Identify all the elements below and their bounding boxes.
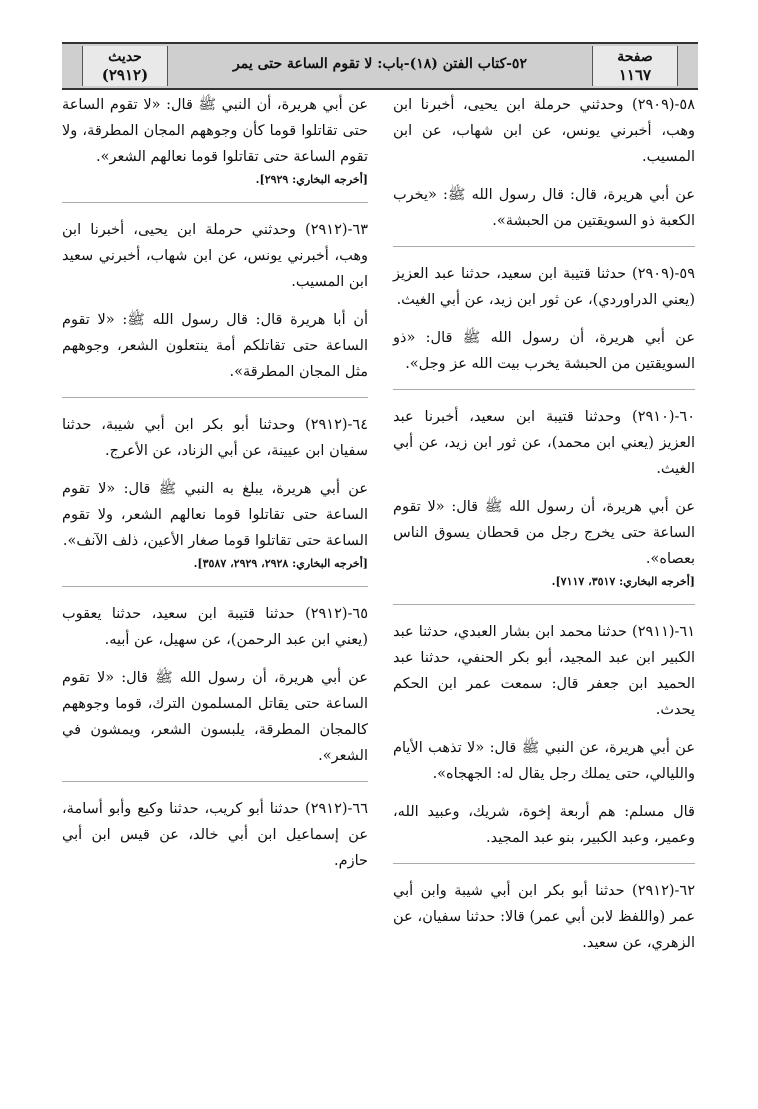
- hadith-isnad: ٦٢-(٢٩١٢) حدثنا أبو بكر ابن أبي شيبة وابن أبي عمر (واللفظ لابن أبي عمر) قالا: حدثنا سفيان، عن الزهري، عن سعيد.: [393, 883, 695, 951]
- hadith-isnad: ٦١-(٢٩١١) حدثنا محمد ابن بشار العبدي، حدثنا عبد الكبير ابن عبد المجيد، أبو بكر الحنفي، حدثنا عبد الحميد ابن جعفر قال: سمعت عمر ابن الحكم يحدث.: [393, 624, 695, 718]
- divider: [393, 863, 695, 864]
- right-column: [393, 92, 695, 956]
- divider: [393, 604, 695, 605]
- hadith-label: حديث: [108, 49, 142, 65]
- chapter-title: ٥٢-كتاب الفتن (١٨)-باب: لا تقوم الساعة حتى يمر: [233, 56, 527, 72]
- hadith-isnad: ٥٨-(٢٩٠٩) وحدثني حرملة ابن يحيى، أخبرنا ابن وهب، أخبرني يونس، عن ابن شهاب، عن ابن المسيب.: [393, 97, 695, 165]
- author-note: قال مسلم: هم أربعة إخوة، شريك، وعبيد الله، وعمير، وعبد الكبير، بنو عبد المجيد.: [393, 804, 695, 846]
- hadith-isnad: ٦٣-(٢٩١٢) وحدثني حرملة ابن يحيى، أخبرنا ابن وهب، أخبرني يونس، عن ابن شهاب، أخبرني سعيد ابن المسيب.: [62, 222, 368, 290]
- divider: [62, 586, 368, 587]
- hadith-matn: عن أبي هريرة، أن رسول الله ﷺ قال: «ذو السويقتين من الحبشة يخرب بيت الله عز وجل».: [393, 330, 695, 372]
- page-header: [62, 42, 698, 90]
- hadith-isnad: ٦٤-(٢٩١٢) وحدثنا أبو بكر ابن أبي شيبة، حدثنا سفيان ابن عيينة، عن أبي الزناد، عن الأعرج.: [62, 417, 368, 459]
- page-number: ١١٦٧: [618, 66, 652, 84]
- divider: [393, 389, 695, 390]
- page-label: صفحة: [617, 49, 653, 65]
- hadith-isnad: ٦٠-(٢٩١٠) وحدثنا قتيبة ابن سعيد، أخبرنا عبد العزيز (يعني ابن محمد)، عن ثور ابن زيد، عن أبي الغيث.: [393, 409, 695, 477]
- takhrij-reference: [أخرجه البخاري: ٣٥١٧، ٧١١٧].: [551, 575, 695, 588]
- divider: [393, 246, 695, 247]
- hadith-matn: عن أبي هريرة، قال: قال رسول الله ﷺ: «يخرب الكعبة ذو السويقتين من الحبشة».: [393, 187, 695, 229]
- hadith-isnad: ٦٦-(٢٩١٢) حدثنا أبو كريب، حدثنا وكيع وأبو أسامة، عن إسماعيل ابن أبي خالد، عن قيس ابن أبي حازم.: [62, 801, 368, 869]
- page-number-box: [592, 46, 678, 86]
- hadith-number-box: [82, 46, 168, 86]
- hadith-matn: أن أبا هريرة قال: قال رسول الله ﷺ: «لا تقوم الساعة حتى تقاتلكم أمة ينتعلون الشعر، وجوههم مثل المجان المطرقة».: [62, 312, 368, 380]
- hadith-matn: عن أبي هريرة، أن رسول الله ﷺ قال: «لا تقوم الساعة حتى يخرج رجل من قحطان يسوق الناس بعصاه».: [393, 499, 695, 567]
- hadith-isnad: ٦٥-(٢٩١٢) حدثنا قتيبة ابن سعيد، حدثنا يعقوب (يعني ابن عبد الرحمن)، عن سهيل، عن أبيه.: [62, 606, 368, 648]
- divider: [62, 202, 368, 203]
- divider: [62, 397, 368, 398]
- hadith-matn: عن أبي هريرة، عن النبي ﷺ قال: «لا تذهب الأيام والليالي، حتى يملك رجل يقال له: الجهجاه».: [393, 740, 695, 782]
- hadith-matn: عن أبي هريرة، أن النبي ﷺ قال: «لا تقوم الساعة حتى تقاتلوا قوما كأن وجوههم المجان المطرقة، ولا تقوم الساعة حتى تقاتلوا قوما نعالهم الشعر».: [62, 97, 368, 165]
- takhrij-reference: [أخرجه البخاري: ٢٩٢٩].: [255, 173, 368, 186]
- takhrij-reference: [أخرجه البخاري: ٢٩٢٨، ٢٩٢٩، ٣٥٨٧].: [193, 557, 368, 570]
- hadith-range: (٢٩١٢): [101, 66, 149, 84]
- divider: [62, 781, 368, 782]
- hadith-isnad: ٥٩-(٢٩٠٩) حدثنا قتيبة ابن سعيد، حدثنا عبد العزيز (يعني الدراوردي)، عن ثور ابن زيد، عن أبي الغيث.: [393, 266, 695, 308]
- hadith-matn: عن أبي هريرة، أن رسول الله ﷺ قال: «لا تقوم الساعة حتى يقاتل المسلمون الترك، قوما وجوههم كالمجان المطرقة، يلبسون الشعر، ويمشون في الشعر».: [62, 670, 368, 764]
- hadith-matn: عن أبي هريرة، يبلغ به النبي ﷺ قال: «لا تقوم الساعة حتى تقاتلوا قوما نعالهم الشعر، ولا تقوم الساعة حتى تقاتلوا قوما صغار الأعين، ذلف الآنف».: [62, 481, 368, 549]
- left-column: [62, 92, 368, 874]
